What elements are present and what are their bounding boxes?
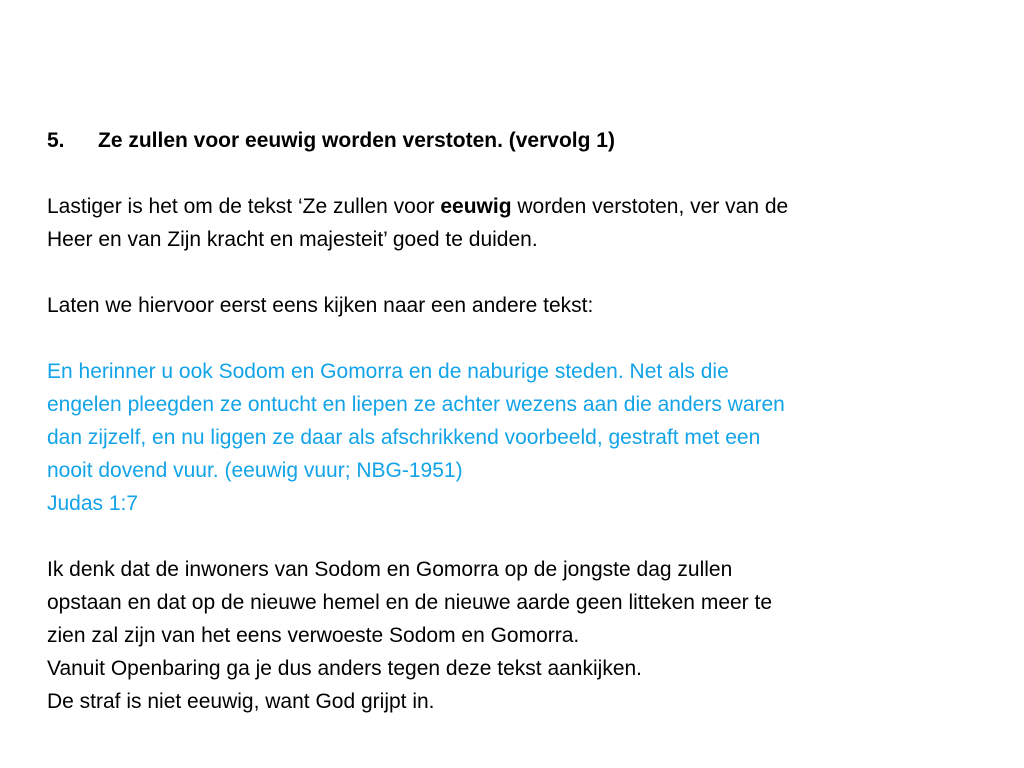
conclusion-line: zien zal zijn van het eens verwoeste Sodom en Gomorra. (47, 624, 580, 647)
slide-content (47, 124, 987, 718)
conclusion-paragraph (47, 553, 987, 718)
heading-number: 5. (47, 129, 65, 152)
quote-line: dan zijzelf, en nu liggen ze daar als afschrikkend voorbeeld, gestraft met een (47, 426, 761, 449)
quote-line: engelen pleegden ze ontucht en liepen ze achter wezens aan die anders waren (47, 393, 785, 416)
intro-line-1-text: Lastiger is het om de tekst ‘Ze zullen voor (47, 195, 441, 218)
intro-line-1-rest: worden verstoten, ver van de (511, 195, 789, 218)
intro-emphasis-eeuwig: eeuwig (440, 195, 512, 218)
spacer (47, 256, 987, 289)
intro-line-2: Heer en van Zijn kracht en majesteit’ goed te duiden. (47, 228, 538, 251)
spacer (47, 157, 987, 190)
conclusion-line: De straf is niet eeuwig, want God grijpt in. (47, 690, 435, 713)
conclusion-line: opstaan en dat op de nieuwe hemel en de nieuwe aarde geen litteken meer te (47, 591, 773, 614)
spacer (47, 520, 987, 553)
lead-in-paragraph: Laten we hiervoor eerst eens kijken naar een andere tekst: (47, 294, 594, 317)
bible-quote (47, 355, 987, 520)
conclusion-line: Vanuit Openbaring ga je dus anders tegen deze tekst aankijken. (47, 657, 643, 680)
quote-reference: Judas 1:7 (47, 492, 139, 515)
quote-line: nooit dovend vuur. (eeuwig vuur; NBG-1951) (47, 459, 463, 482)
intro-line-1 (47, 190, 987, 223)
intro-paragraph (47, 190, 987, 256)
quote-line: En herinner u ook Sodom en Gomorra en de naburige steden. Net als die (47, 360, 729, 383)
heading-title: Ze zullen voor eeuwig worden verstoten. (vervolg 1) (98, 129, 615, 152)
spacer (47, 322, 987, 355)
conclusion-line: Ik denk dat de inwoners van Sodom en Gomorra op de jongste dag zullen (47, 558, 733, 581)
slide-heading (47, 124, 987, 157)
